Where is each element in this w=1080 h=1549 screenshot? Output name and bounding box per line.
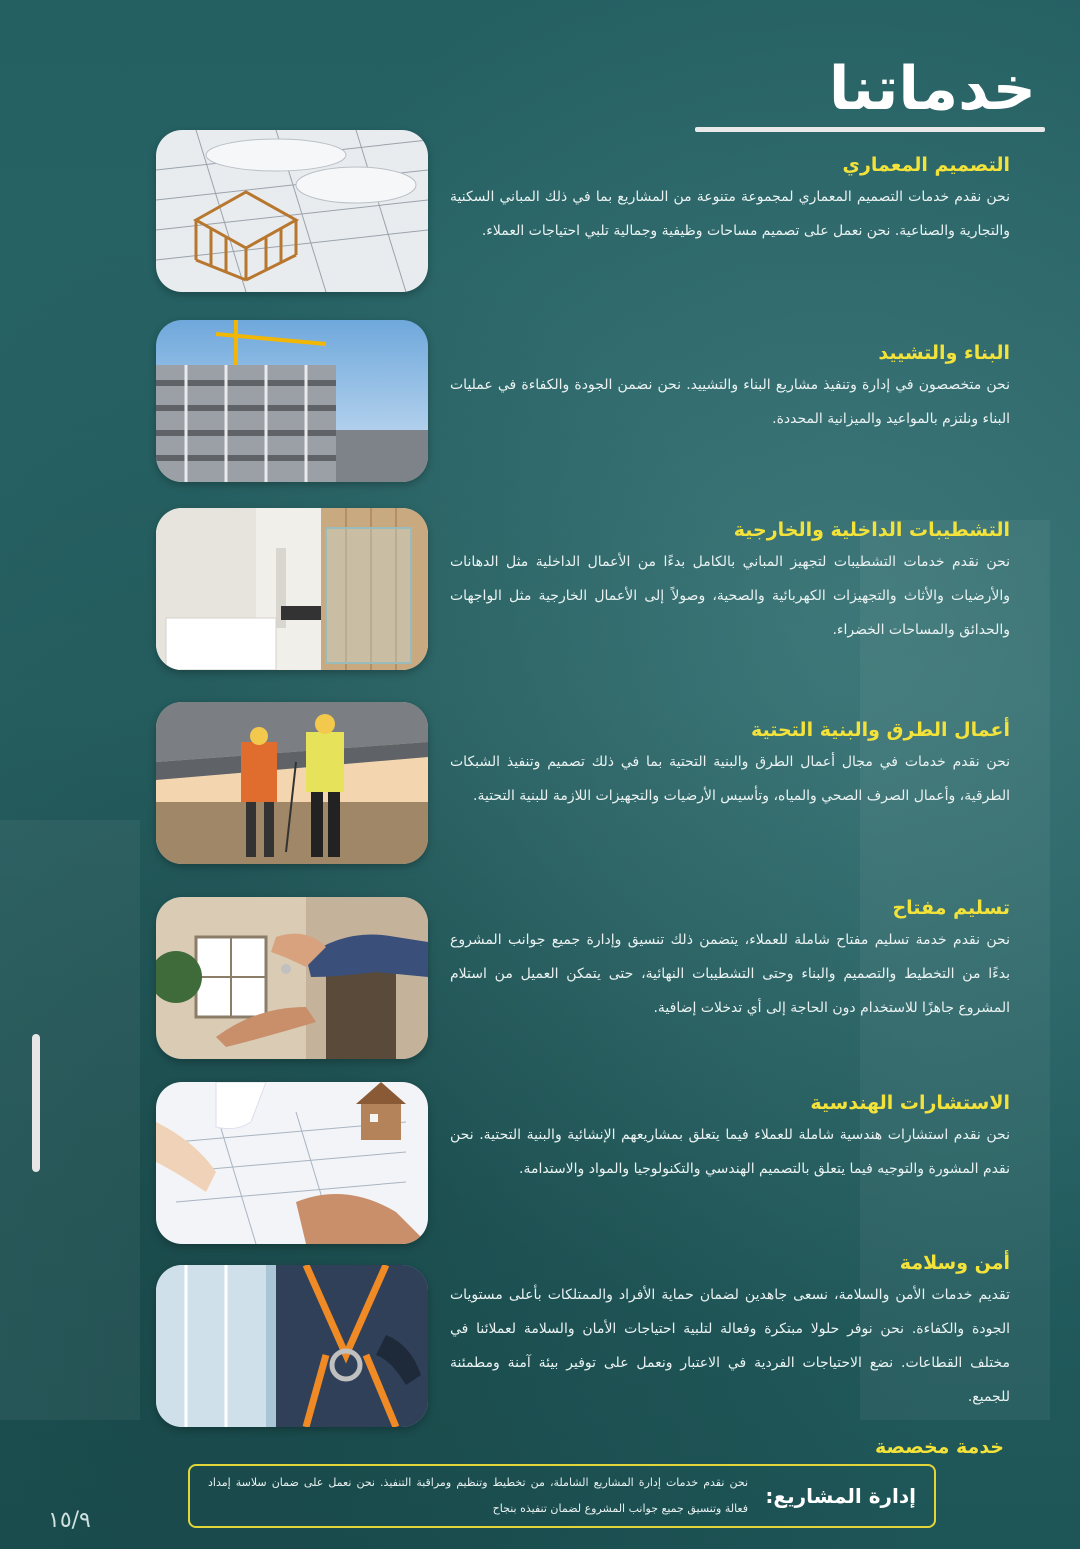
service-image-construction — [156, 320, 428, 482]
service-title: التشطيبات الداخلية والخارجية — [733, 519, 1010, 541]
background-building-silhouette — [0, 820, 140, 1420]
service-description: نحن نقدم استشارات هندسية شاملة للعملاء فيما يتعلق بمشاريعهم الإنشائية والبنية التحتية. نحن نقدم المشورة والتوجيه فيما يتعلق بالتصميم الهندسي والتكنولوجيا والمواد والاستدامة. — [450, 1127, 1010, 1177]
key-handover-image — [156, 897, 428, 1059]
page-title: خدماتنا — [828, 54, 1036, 124]
custom-service-title: خدمة مخصصة — [875, 1436, 1004, 1458]
service-description: نحن نقدم خدمات التشطيبات لتجهيز المباني بالكامل بدءًا من الأعمال الداخلية مثل الدهانات والأرضيات والأثاث والتجهيزات الكهربائية والصحية، وصولاً إلى الأعمال الخارجية مثل الواجهات والحدائق والمساحات الخضراء. — [450, 554, 1010, 638]
service-image-safety — [156, 1265, 428, 1427]
construction-crane-building-image — [156, 320, 428, 482]
service-safety-security — [450, 1248, 1010, 1414]
scrollbar-thumb[interactable] — [32, 1034, 40, 1172]
service-description: تقديم خدمات الأمن والسلامة، نسعى جاهدين لضمان حماية الأفراد والممتلكات بأعلى مستويات الجودة والكفاءة. نحن نوفر حلولا مبتكرة وفعالة لتلبية احتياجات الأمان والسلامة لعملائنا في مختلف القطاعات. نضع الاحتياجات الفردية في الاعتبار ونعمل على توفير بيئة آمنة ومطمئنة للجميع. — [450, 1287, 1010, 1405]
service-description: نحن نقدم خدمات التصميم المعماري لمجموعة متنوعة من المشاريع بما في ذلك المباني السكنية والتجارية والصناعية. نحن نعمل على تصميم مساحات وظيفية وجمالية تلبي احتياجات العملاء. — [450, 189, 1010, 239]
project-management-description: نحن نقدم خدمات إدارة المشاريع الشاملة، من تخطيط وتنظيم ومراقبة التنفيذ. نحن نعمل على ضمان سلاسة إمداد فعالة وتنسيق جميع جوانب المشروع لضمان تنفيذه بنجاح — [208, 1476, 748, 1515]
project-management-box — [188, 1464, 936, 1528]
service-image-consulting — [156, 1082, 428, 1244]
service-roads-infrastructure — [450, 715, 1010, 813]
title-underline — [695, 127, 1045, 132]
service-description: نحن نقدم خدمة تسليم مفتاح شاملة للعملاء، يتضمن ذلك تنسيق وإدارة جميع جوانب المشروع بدءًا من التخطيط والتصميم والبناء وحتى التشطيبات النهائية، حتى يتمكن العميل من استلام المشروع جاهزًا للاستخدام دون الحاجة إلى أي تدخلات إضافية. — [450, 932, 1010, 1016]
service-finishing — [450, 515, 1010, 647]
service-image-roads — [156, 702, 428, 864]
service-description: نحن متخصصون في إدارة وتنفيذ مشاريع البناء والتشييد. نحن نضمن الجودة والكفاءة في عمليات البناء ونلتزم بالمواعيد والميزانية المحددة. — [450, 377, 1010, 427]
service-title: الاستشارات الهندسية — [810, 1092, 1010, 1114]
service-description: نحن نقدم خدمات في مجال أعمال الطرق والبنية التحتية بما في ذلك تصميم وتنفيذ الشبكات الطرقية، وأعمال الصرف الصحي والمياه، وتأسيس الأرضيات والتجهيزات اللازمة للبنية التحتية. — [450, 754, 1010, 804]
service-title: البناء والتشييد — [878, 342, 1010, 364]
service-engineering-consulting — [450, 1088, 1010, 1186]
bathroom-interior-finishing-image — [156, 508, 428, 670]
service-title: التصميم المعماري — [842, 154, 1010, 176]
service-architectural-design — [450, 150, 1010, 248]
project-management-label: إدارة المشاريع: — [765, 1484, 916, 1508]
service-image-turnkey — [156, 897, 428, 1059]
service-image-finishing — [156, 508, 428, 670]
service-title: أمن وسلامة — [899, 1252, 1010, 1274]
service-image-architectural-design — [156, 130, 428, 292]
road-engineers-surveying-image — [156, 702, 428, 864]
safety-harness-worker-image — [156, 1265, 428, 1427]
service-turnkey — [450, 893, 1010, 1025]
service-title: أعمال الطرق والبنية التحتية — [750, 719, 1010, 741]
service-title: تسليم مفتاح — [892, 897, 1010, 919]
engineering-consultation-plans-image — [156, 1082, 428, 1244]
page-number: ١٥/٩ — [48, 1508, 91, 1533]
architectural-drawings-house-model-image — [156, 130, 428, 292]
service-construction — [450, 338, 1010, 436]
